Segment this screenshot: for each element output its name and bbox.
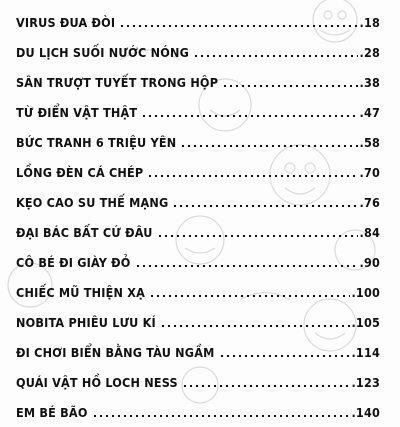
toc-entry-title: DU LỊCH SUỐI NƯỚC NÓNG — [16, 44, 189, 60]
toc-leader-dots — [147, 175, 358, 177]
toc-entry-page: .38 — [359, 74, 380, 90]
toc-entry-page: .123 — [351, 374, 380, 390]
toc-entry-page: .105 — [351, 314, 380, 330]
toc-entry[interactable] — [16, 367, 380, 397]
toc-list — [16, 7, 380, 427]
toc-leader-dots — [157, 235, 359, 237]
toc-entry-title: KẸO CAO SU THẾ MẠNG — [16, 194, 169, 210]
toc-entry-page: .100 — [351, 284, 380, 300]
toc-entry-title: NOBITA PHIÊU LƯU KÍ — [16, 314, 156, 330]
toc-entry-page: .28 — [359, 44, 380, 60]
toc-leader-dots — [193, 55, 358, 57]
toc-entry-title: ĐI CHƠI BIỂN BẰNG TÀU NGẦM — [16, 344, 215, 360]
toc-entry[interactable] — [16, 157, 380, 187]
toc-leader-dots — [219, 355, 351, 357]
toc-leader-dots — [149, 295, 350, 297]
toc-entry[interactable] — [16, 97, 380, 127]
toc-entry-page: .114 — [351, 344, 380, 360]
toc-entry-page: .90 — [359, 254, 380, 270]
toc-entry-title: ĐẠI BÁC BẤT CỨ ĐÂU — [16, 224, 153, 240]
toc-entry-title: BỨC TRANH 6 TRIỆU YÊN — [16, 134, 177, 150]
toc-leader-dots — [92, 415, 351, 417]
toc-entry[interactable] — [16, 67, 380, 97]
toc-leader-dots — [222, 85, 358, 87]
toc-entry[interactable] — [16, 127, 380, 157]
toc-entry[interactable] — [16, 7, 380, 37]
toc-entry-title: LỒNG ĐÈN CÁ CHÉP — [16, 164, 144, 180]
toc-entry-title: SÂN TRƯỢT TUYẾT TRONG HỘP — [16, 74, 219, 90]
toc-entry[interactable] — [16, 397, 380, 427]
toc-entry-title: TỪ ĐIỂN VẬT THẬT — [16, 104, 138, 120]
toc-leader-dots — [135, 265, 359, 267]
toc-leader-dots — [141, 115, 358, 117]
toc-leader-dots — [160, 325, 351, 327]
toc-leader-dots — [180, 145, 358, 147]
toc-entry-page: .84 — [359, 224, 380, 240]
toc-entry-page: .76 — [359, 194, 380, 210]
toc-entry[interactable] — [16, 37, 380, 67]
toc-entry-page: .58 — [359, 134, 380, 150]
toc-leader-dots — [172, 205, 358, 207]
toc-entry-title: QUÁI VẬT HỒ LOCH NESS — [16, 374, 178, 390]
toc-leader-dots — [119, 25, 358, 27]
toc-entry-page: .70 — [359, 164, 380, 180]
toc-entry[interactable] — [16, 187, 380, 217]
toc-entry[interactable] — [16, 277, 380, 307]
toc-entry-page: .47 — [359, 104, 380, 120]
toc-entry[interactable] — [16, 337, 380, 367]
toc-entry[interactable] — [16, 217, 380, 247]
toc-leader-dots — [182, 385, 351, 387]
toc-entry-title: VIRUS ĐUA ĐÒI — [16, 14, 116, 30]
toc-entry-title: EM BÉ BÃO — [16, 404, 88, 420]
toc-entry-page: .18 — [359, 14, 380, 30]
toc-entry-page: .140 — [351, 404, 380, 420]
toc-entry-title: CHIẾC MŨ THIỆN XẠ — [16, 284, 145, 300]
toc-entry-title: CÔ BÉ ĐI GIÀY ĐỎ — [16, 254, 131, 270]
toc-entry[interactable] — [16, 307, 380, 337]
toc-entry[interactable] — [16, 247, 380, 277]
